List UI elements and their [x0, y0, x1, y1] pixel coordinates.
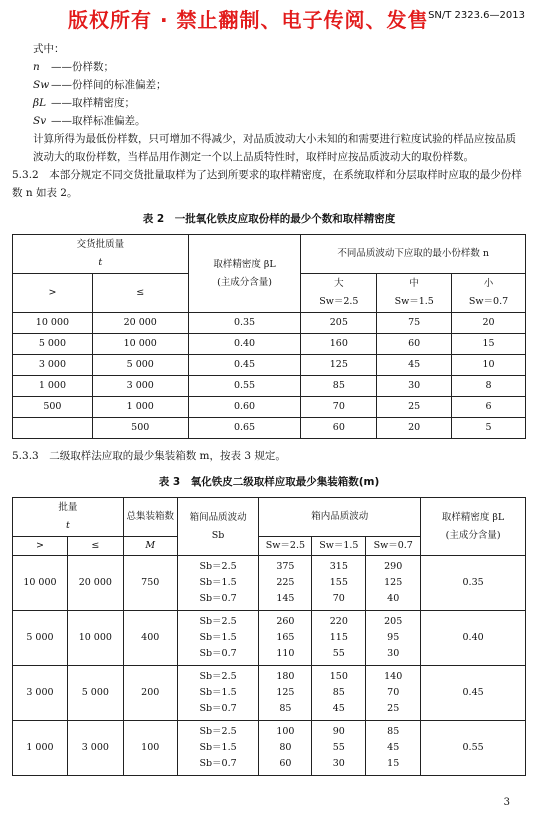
- table3-row: [13, 556, 526, 611]
- table2-cell: 0.35: [188, 313, 301, 334]
- table3-header-between: 箱间品质波动 Sb: [177, 498, 259, 556]
- table3-subvalue: 315: [329, 561, 348, 572]
- table3-subvalue: 225: [276, 577, 295, 588]
- table3-subvalue: 70: [332, 593, 345, 604]
- table2-row: [13, 313, 526, 334]
- table3-cell: [259, 611, 312, 666]
- table2-header-le: ≤: [92, 274, 188, 313]
- table2-header-large: 大 Sw＝2.5: [301, 274, 377, 313]
- table3-header-le: ≤: [67, 537, 123, 556]
- definition-item: [12, 58, 526, 76]
- copyright-watermark: 版权所有 · 禁止翻制、电子传阅、发售: [68, 8, 429, 32]
- table3-cell: 400: [123, 611, 177, 666]
- table2-row: [13, 334, 526, 355]
- table3-subvalue: Sb＝2.5: [199, 671, 237, 682]
- table2-cell: 3 000: [92, 376, 188, 397]
- definition-list: [12, 58, 526, 130]
- table3-subvalue: Sb＝2.5: [199, 561, 237, 572]
- table3-cell: [312, 556, 366, 611]
- table3-subvalue: Sb＝0.7: [199, 593, 237, 604]
- table2-cell: 15: [452, 334, 526, 355]
- table3-subvalue: 140: [384, 671, 403, 682]
- table3-cell: [366, 556, 421, 611]
- table3-subvalue: 180: [276, 671, 295, 682]
- definition-symbol: n: [33, 61, 40, 73]
- table3-subvalue: 40: [387, 593, 400, 604]
- table3-cell: [312, 721, 366, 776]
- table3-subvalue: 205: [384, 616, 403, 627]
- table2-cell: 125: [301, 355, 377, 376]
- table3-subvalue: 260: [276, 616, 295, 627]
- table3-subvalue: 80: [279, 742, 292, 753]
- table3-subvalue: 220: [329, 616, 348, 627]
- table3-subvalue: 85: [332, 687, 345, 698]
- table3-subvalue: 145: [276, 593, 295, 604]
- table3-subvalue: 290: [384, 561, 403, 572]
- table3-subvalue: 115: [329, 632, 348, 643]
- table3: [12, 497, 526, 776]
- table3-cell: [312, 611, 366, 666]
- table3-caption: 表 3 氧化铁皮二级取样应取最少集装箱数(m): [158, 476, 380, 488]
- table3-subvalue: 60: [279, 758, 292, 769]
- table2-cell: 30: [377, 376, 452, 397]
- definition-text: ——取样标准偏差。: [51, 115, 146, 127]
- table3-subvalue: 85: [387, 726, 400, 737]
- definition-symbol: βL: [33, 97, 47, 109]
- table3-cell: 0.55: [421, 721, 526, 776]
- table2-header-mid: 中 Sw＝1.5: [377, 274, 452, 313]
- table2-header-lot: 交货批质量 t: [13, 235, 189, 274]
- table2-cell: 25: [377, 397, 452, 418]
- table3-cell: [259, 666, 312, 721]
- document-body: [12, 40, 526, 776]
- table3-cell: 200: [123, 666, 177, 721]
- table3-cell: 0.40: [421, 611, 526, 666]
- table3-subvalue: 30: [332, 758, 345, 769]
- clause-5-3-3: [12, 447, 526, 465]
- table3-subvalue: Sb＝1.5: [199, 577, 237, 588]
- table3-cell: 1 000: [13, 721, 68, 776]
- table2-cell: 20: [452, 313, 526, 334]
- table3-subvalue: 100: [276, 726, 295, 737]
- table3-cell: [366, 721, 421, 776]
- table2-cell: 1 000: [92, 397, 188, 418]
- where-label: 式中：: [33, 43, 65, 55]
- table3-subvalue: Sb＝1.5: [199, 742, 237, 753]
- table3-subvalue: 155: [329, 577, 348, 588]
- table3-cell: 5 000: [67, 666, 123, 721]
- table2-header-gt: >: [13, 274, 93, 313]
- table3-subvalue: 70: [387, 687, 400, 698]
- table3-header-total: 总集装箱数: [123, 498, 177, 537]
- table2-cell: 0.40: [188, 334, 301, 355]
- table3-cell: [177, 556, 259, 611]
- table3-cell: 3 000: [67, 721, 123, 776]
- clause-number: 5.3.3: [12, 450, 39, 462]
- table3-cell: 750: [123, 556, 177, 611]
- definition-text: ——份样间的标准偏差；: [51, 79, 167, 91]
- table3-subvalue: 85: [279, 703, 292, 714]
- table3-cell: 20 000: [67, 556, 123, 611]
- table2-cell: 10: [452, 355, 526, 376]
- table3-subvalue: 25: [387, 703, 400, 714]
- table2-cell: 160: [301, 334, 377, 355]
- table3-subvalue: 90: [332, 726, 345, 737]
- table2-header-precision: 取样精密度 βL (主成分含量): [188, 235, 301, 313]
- table3-header-M: M: [123, 537, 177, 556]
- table2-cell: 20 000: [92, 313, 188, 334]
- table3-subvalue: 55: [332, 742, 345, 753]
- table3-cell: 0.45: [421, 666, 526, 721]
- table3-header-sw3: Sw＝0.7: [366, 537, 421, 556]
- table2-cell: 0.65: [188, 418, 301, 439]
- table3-subvalue: 125: [276, 687, 295, 698]
- table3-cell: [312, 666, 366, 721]
- table3-header-gt: >: [13, 537, 68, 556]
- table2-cell: 75: [377, 313, 452, 334]
- table2-cell: 60: [377, 334, 452, 355]
- table2-cell: 6: [452, 397, 526, 418]
- table3-cell: 10 000: [13, 556, 68, 611]
- table3-subvalue: Sb＝0.7: [199, 703, 237, 714]
- table2-row: [13, 376, 526, 397]
- table3-subvalue: 125: [384, 577, 403, 588]
- table2-cell: 205: [301, 313, 377, 334]
- table2-header-variation: 不同品质波动下应取的最小份样数 n: [301, 235, 526, 274]
- table3-cell: [259, 556, 312, 611]
- table2-cell: 5: [452, 418, 526, 439]
- table3-subvalue: 165: [276, 632, 295, 643]
- table3-cell: [366, 666, 421, 721]
- table3-header-sw1: Sw＝2.5: [259, 537, 312, 556]
- definition-item: [12, 76, 526, 94]
- table2-header-small: 小 Sw＝0.7: [452, 274, 526, 313]
- table2: [12, 234, 526, 439]
- table2-cell: 0.45: [188, 355, 301, 376]
- table3-subvalue: 95: [387, 632, 400, 643]
- table3-cell: 3 000: [13, 666, 68, 721]
- table3-subvalue: Sb＝2.5: [199, 616, 237, 627]
- definition-item: [12, 94, 526, 112]
- table2-caption: 表 2 一批氧化铁皮应取份样的最少个数和取样精密度: [142, 213, 396, 225]
- table3-header-sw2: Sw＝1.5: [312, 537, 366, 556]
- table3-cell: [177, 611, 259, 666]
- paragraph-minimum-increments: 计算所得为最低份样数，只可增加不得减少，对品质波动大小未知的和需要进行粒度试验的样品应按品质波动大的取份样数，当样品用作测定一个以上品质特性时，取样时应按品质波动大的取份样数。: [33, 133, 516, 163]
- page-number: 3: [503, 797, 510, 808]
- table3-header-precision: 取样精密度 βL (主成分含量): [421, 498, 526, 556]
- table3-subvalue: 375: [276, 561, 295, 572]
- definition-symbol: Sv: [33, 115, 47, 127]
- definition-symbol: Sw: [33, 79, 50, 91]
- table3-subvalue: Sb＝1.5: [199, 687, 237, 698]
- table2-cell: [13, 418, 93, 439]
- table3-subvalue: Sb＝0.7: [199, 648, 237, 659]
- table3-cell: [177, 666, 259, 721]
- table3-subvalue: 30: [387, 648, 400, 659]
- table3-row: [13, 721, 526, 776]
- table3-subvalue: 45: [387, 742, 400, 753]
- table3-header-within: 箱内品质波动: [259, 498, 421, 537]
- table2-cell: 10 000: [13, 313, 93, 334]
- table3-subvalue: 45: [332, 703, 345, 714]
- clause-text: 二级取样法应取的最少集装箱数 m，按表 3 规定。: [49, 450, 286, 462]
- table3-subvalue: 110: [276, 648, 295, 659]
- table3-header-lot: 批量 t: [13, 498, 124, 537]
- table3-cell: 5 000: [13, 611, 68, 666]
- clause-number: 5.3.2: [12, 169, 39, 181]
- table2-cell: 0.55: [188, 376, 301, 397]
- table2-cell: 1 000: [13, 376, 93, 397]
- table2-cell: 85: [301, 376, 377, 397]
- table3-subvalue: 15: [387, 758, 400, 769]
- table2-cell: 8: [452, 376, 526, 397]
- table2-cell: 45: [377, 355, 452, 376]
- table2-row: [13, 355, 526, 376]
- table3-cell: 100: [123, 721, 177, 776]
- table3-row: [13, 666, 526, 721]
- table3-row: [13, 611, 526, 666]
- table2-cell: 500: [92, 418, 188, 439]
- definition-item: [12, 112, 526, 130]
- table2-cell: 5 000: [13, 334, 93, 355]
- table3-subvalue: Sb＝1.5: [199, 632, 237, 643]
- table3-cell: 0.35: [421, 556, 526, 611]
- definition-text: ——份样数；: [51, 61, 114, 73]
- definition-text: ——取样精密度；: [51, 97, 135, 109]
- table3-cell: [177, 721, 259, 776]
- table2-cell: 20: [377, 418, 452, 439]
- table3-subvalue: Sb＝0.7: [199, 758, 237, 769]
- table3-cell: 10 000: [67, 611, 123, 666]
- table3-cell: [366, 611, 421, 666]
- clause-5-3-2: [12, 166, 526, 202]
- table2-row: [13, 397, 526, 418]
- table2-row: [13, 418, 526, 439]
- table2-cell: 3 000: [13, 355, 93, 376]
- table2-cell: 0.60: [188, 397, 301, 418]
- table3-subvalue: 55: [332, 648, 345, 659]
- table2-cell: 10 000: [92, 334, 188, 355]
- table2-cell: 5 000: [92, 355, 188, 376]
- standard-code: SN/T 2323.6—2013: [428, 10, 525, 21]
- table3-subvalue: 150: [329, 671, 348, 682]
- table2-cell: 500: [13, 397, 93, 418]
- clause-text: 本部分规定不同交货批量取样为了达到所要求的取样精密度，在系统取样和分层取样时应取的最少份样数 n 如表 2。: [12, 169, 522, 199]
- table2-cell: 60: [301, 418, 377, 439]
- table2-cell: 70: [301, 397, 377, 418]
- table3-subvalue: Sb＝2.5: [199, 726, 237, 737]
- table3-cell: [259, 721, 312, 776]
